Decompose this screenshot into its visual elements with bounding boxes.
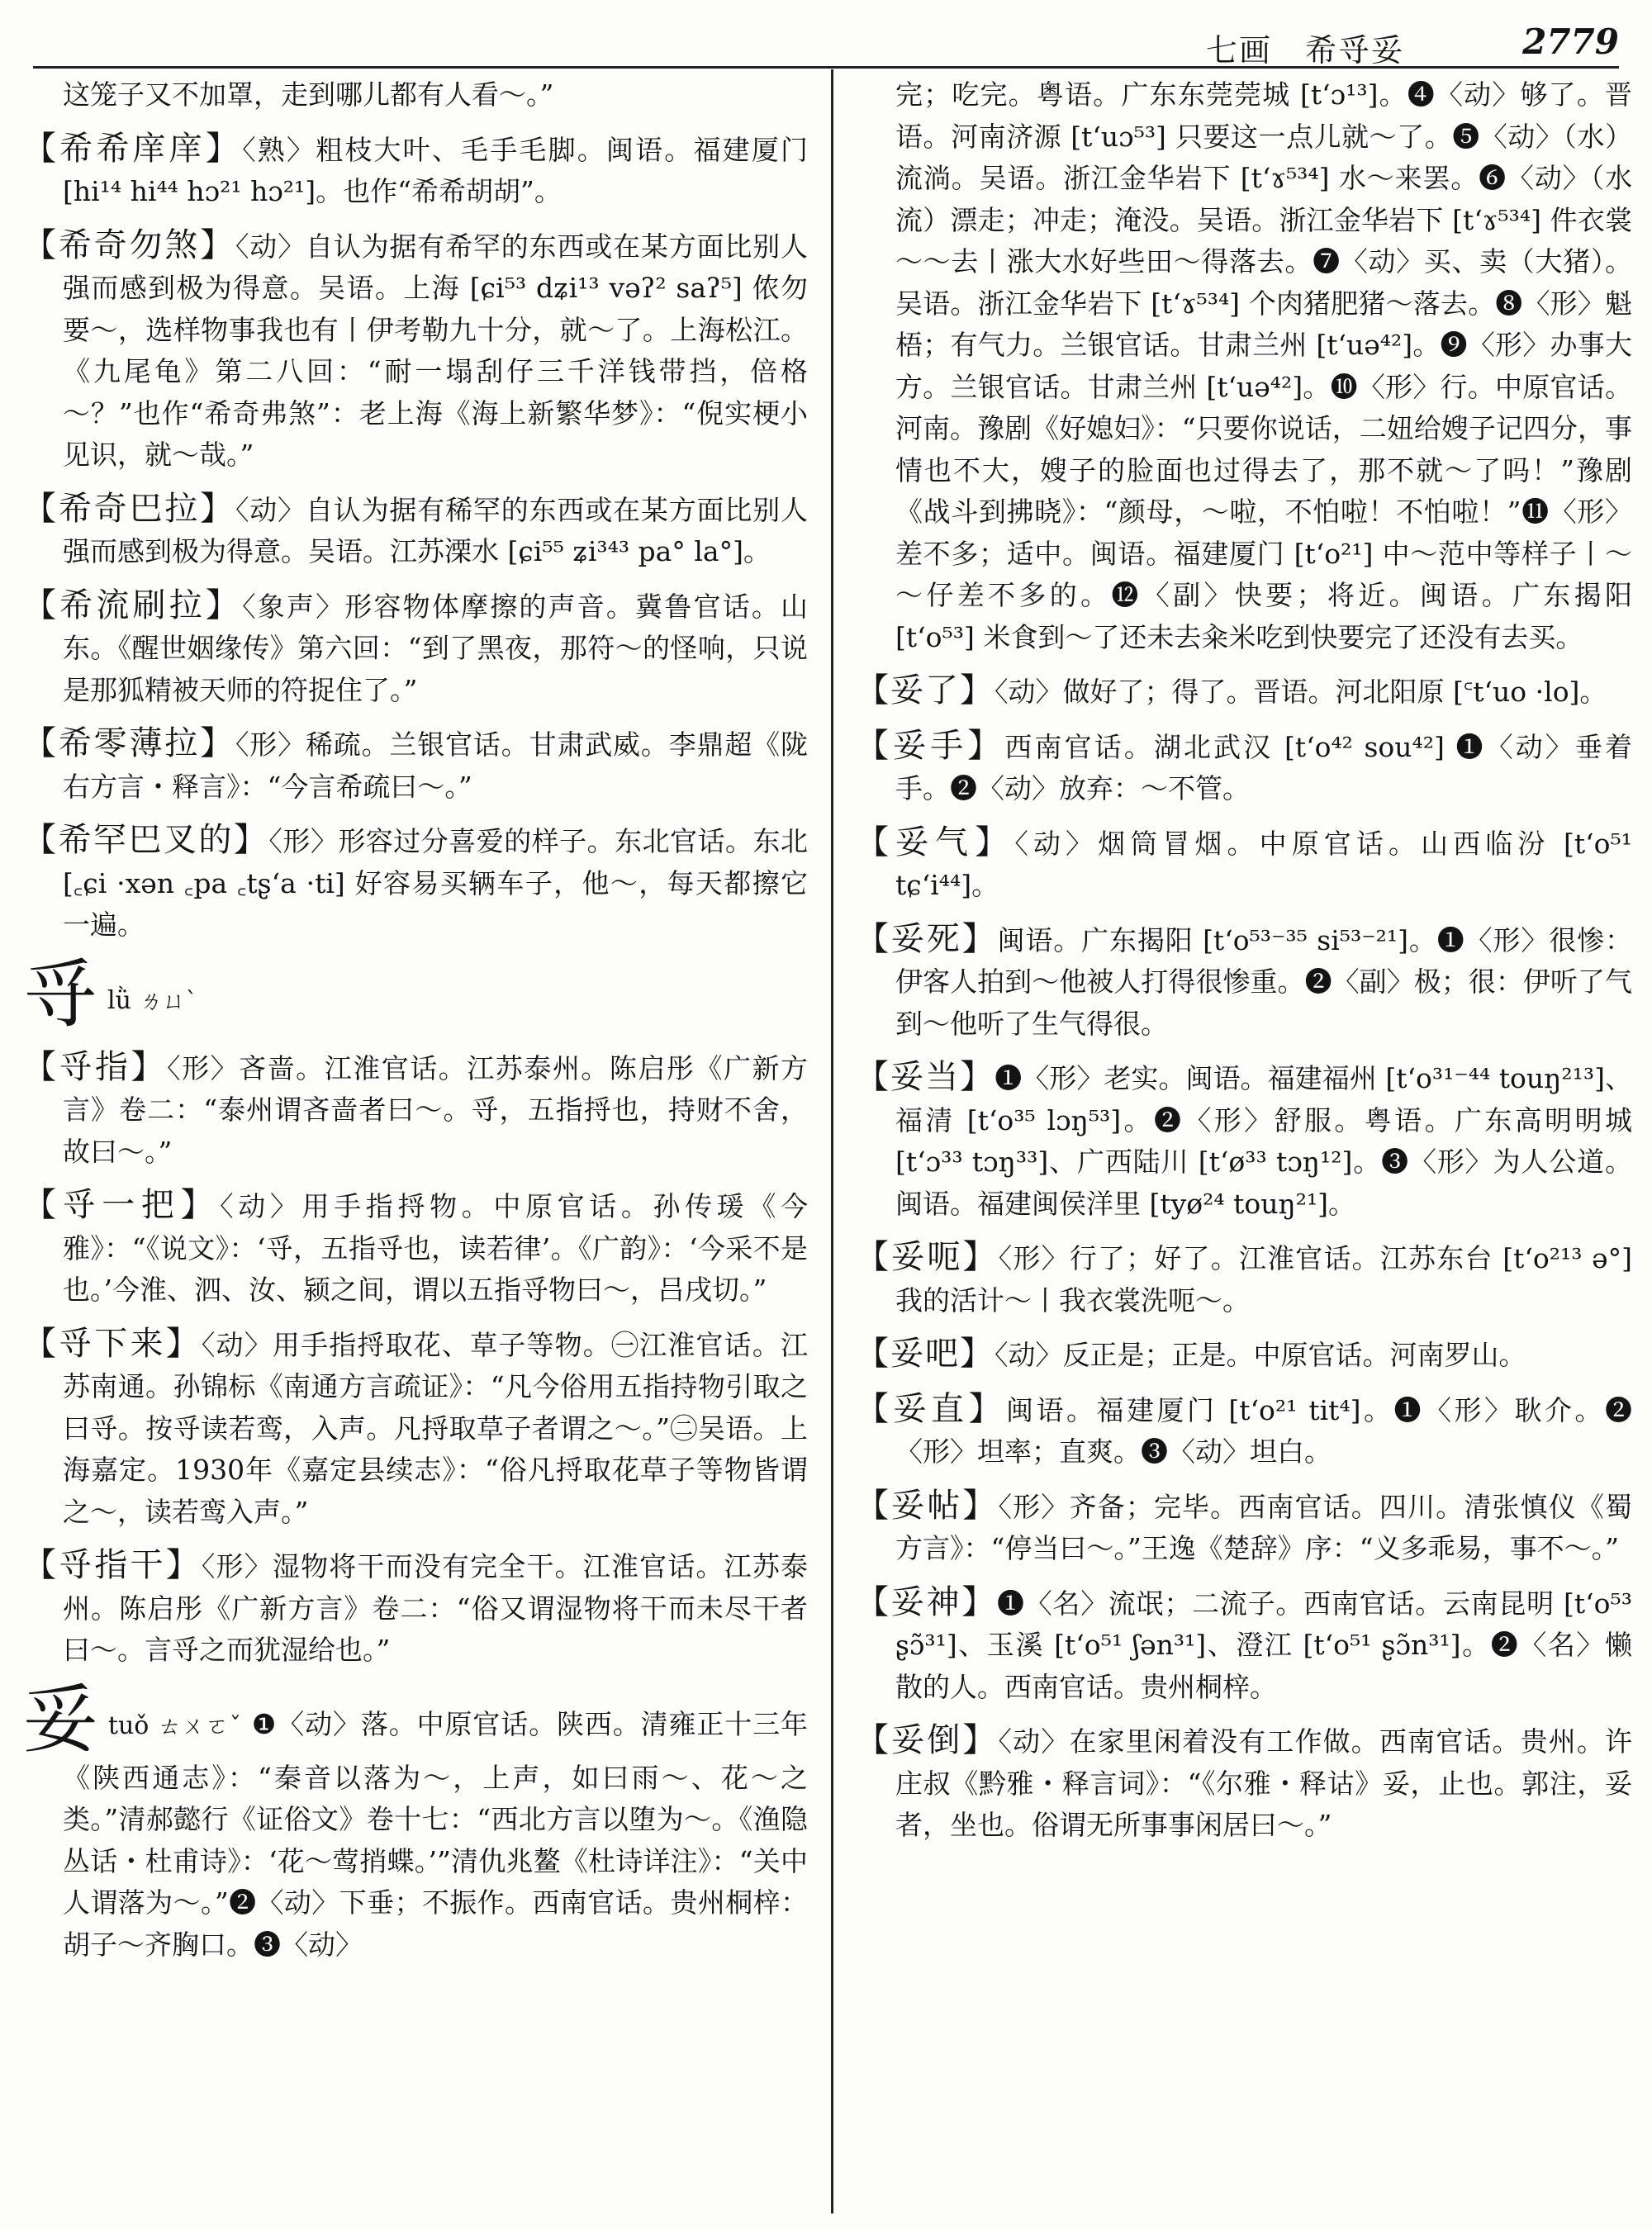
head-zhuyin: ㄌㄩˋ [139, 986, 197, 1014]
dictionary-entry [856, 1333, 1632, 1377]
entry-headword: 【寽指】 [23, 1047, 168, 1086]
entry-headword: 【妥气】 [856, 823, 1015, 861]
entry-definition: 〈形〉湿物将干而没有完全干。江淮官话。江苏泰州。陈启彤《广新方言》卷二：“俗又谓湿物将干而未尽干者曰～。言寽之而犹湿给也。” [63, 1550, 808, 1666]
dictionary-entry [856, 1388, 1632, 1473]
dictionary-entry [23, 128, 808, 213]
dictionary-entry [856, 1582, 1632, 1709]
entry-definition: 〈形〉行了；好了。江淮官话。江苏东台 [tʻo²¹³ ə°] 我的活计～丨我衣裳洗呃～。 [895, 1242, 1632, 1317]
dictionary-entry [23, 1046, 808, 1174]
continuation-text: 完；吃完。粤语。广东东莞莞城 [tʻɔ¹³]。❹〈动〉够了。晋语。河南济源 [tʻuɔ⁵³] 只要这一点儿就～了。❺〈动〉（水）流淌。吴语。浙江金华岩下 [tʻɤ⁵³⁴] 水～来罢。❻〈动〉（水流）漂走；冲走；淹没。吴语。浙江金华岩下 [tʻɤ⁵³⁴] 件衣裳～～去丨涨大水好些田～得落去。❼〈动〉买、卖（大猪）。吴语。浙江金华岩下 [tʻɤ⁵³⁴] 个肉猪肥猪～落去。❽〈形〉魁梧；有气力。兰银官话。甘肃兰州 [tʻuə⁴²]。❾〈形〉办事大方。兰银官话。甘肃兰州 [tʻuə⁴²]。❿〈形〉行。中原官话。河南。豫剧《好媳妇》：“只要你说话，二妞给嫂子记四分，事情也不大，嫂子的脸面也过得去了，那不就～了吗！”豫剧《战斗到拂晓》：“颜母，～啦，不怕啦！不怕啦！”⓫〈形〉差不多；适中。闽语。福建厦门 [tʻo²¹] 中～范中等样子丨～～仔差不多的。⓬〈副〉快要；将近。闽语。广东揭阳 [tʻo⁵³] 米食到～了还未去籴米吃到快要完了还没有去买。 [895, 78, 1632, 653]
entry-headword: 【希流刷拉】 [23, 586, 243, 624]
entry-headword: 【希奇勿煞】 [23, 225, 235, 264]
right-column [856, 74, 1632, 2210]
entry-definition: 〈动〉用手指捋物。中原官话。孙传瑗《今雅》：“《说文》：‘寽，五指寽也，读若律’。《广韵》：‘今采不是也。’今淮、泗、汝、颍之间，谓以五指寽物曰～，吕戌切。” [63, 1190, 808, 1306]
entry-headword: 【妥帖】 [856, 1486, 999, 1525]
head-pinyin: lǜ [107, 985, 131, 1015]
dictionary-entry [23, 1544, 808, 1672]
character-heading-entry [23, 1676, 808, 1967]
dictionary-entry [23, 723, 808, 808]
head-character: 寽 [23, 951, 97, 1038]
entry-definition: 〈形〉形容过分喜爱的样子。东北官话。东北 [꜀ɕi ·xən ꜀pa ꜀tʂʻa ·ti] 好容易买辆车子，他～，每天都擦它一遍。 [63, 825, 808, 941]
section-title: 七画 希寽妥 [1205, 32, 1404, 69]
head-pinyin: tuǒ [107, 1710, 150, 1740]
entry-definition: 〈动〉自认为据有希罕的东西或在某方面比别人强而感到极为得意。吴语。上海 [ɕi⁵³ dʑi¹³ vəʔ² saʔ⁵] 侬勿要～，选样物事我也有丨伊考勒九十分，就～了。上海松江。《九尾龟》第二八回：“耐一塌刮仔三千洋钱带挡，倍格～？”也作“希奇弗煞”：老上海《海上新繁华梦》：“倪实梗小见识，就～哉。” [63, 230, 808, 471]
entry-definition: 西南官话。湖北武汉 [tʻo⁴² sou⁴²] ❶〈动〉垂着手。❷〈动〉放弃：～不管。 [895, 730, 1632, 804]
dictionary-entry [23, 488, 808, 573]
entry-definition: 〈动〉烟筒冒烟。中原官话。山西临汾 [tʻo⁵¹ tɕʻi⁴⁴]。 [895, 827, 1632, 901]
entry-definition: 〈动〉在家里闲着没有工作做。西南官话。贵州。许庄叔《黔雅・释言词》：“《尔雅・释诂》妥，止也。郭注，妥者，坐也。俗谓无所事事闲居曰～。” [895, 1725, 1632, 1841]
entry-definition: 〈动〉反正是；正是。中原官话。河南罗山。 [995, 1339, 1526, 1371]
dictionary-entry [23, 225, 808, 477]
dictionary-entry [856, 822, 1632, 907]
dictionary-entry [23, 1323, 808, 1534]
entry-headword: 【寽下来】 [23, 1324, 202, 1363]
entry-headword: 【妥直】 [856, 1389, 1006, 1428]
head-zhuyin: ㄊㄨㄛˇ [157, 1711, 242, 1739]
dictionary-entry [856, 918, 1632, 1046]
dictionary-entry [856, 1720, 1632, 1847]
entry-headword: 【妥吧】 [856, 1335, 995, 1373]
entry-definition: 〈动〉做好了；得了。晋语。河北阳原 [꜂tʻuo ·lo]。 [995, 676, 1607, 708]
dictionary-entry [856, 725, 1632, 810]
character-heading [23, 951, 808, 1038]
entry-headword: 【希零薄拉】 [23, 724, 235, 762]
entry-headword: 【妥了】 [856, 671, 995, 709]
entry-headword: 【寽指干】 [23, 1546, 202, 1584]
entry-headword: 【希希庠庠】 [23, 129, 243, 168]
entry-headword: 【寽一把】 [23, 1186, 221, 1224]
dictionary-entry [23, 585, 808, 712]
entry-definition: 〈熟〉粗枝大叶、毛手毛脚。闽语。福建厦门 [hi¹⁴ hi⁴⁴ hɔ²¹ hɔ²¹]。也作“希希胡胡”。 [63, 133, 808, 207]
dictionary-entry [856, 1236, 1632, 1321]
left-column [23, 74, 808, 2210]
entry-headword: 【妥当】 [856, 1058, 995, 1096]
page-number: 2779 [1522, 21, 1619, 62]
page-header [33, 18, 1619, 69]
entry-headword: 【妥神】 [856, 1582, 997, 1621]
entry-definition: 〈形〉稀疏。兰银官话。甘肃武威。李鼎超《陇右方言・释言》：“今言希疏曰～。” [63, 728, 808, 803]
entry-definition: 〈动〉用手指捋取花、草子等物。㊀江淮官话。江苏南通。孙锦标《南通方言疏证》：“凡今俗用五指持物引取之曰寽。按寽读若鸾，入声。凡捋取草子者谓之～。”㊁吴语。上海嘉定。1930年《嘉定县续志》：“俗凡捋取花草子等物皆谓之～，读若鸾入声。” [63, 1328, 808, 1528]
dictionary-entry [23, 819, 808, 947]
entry-headword: 【希奇巴拉】 [23, 489, 235, 528]
entry-headword: 【妥倒】 [856, 1721, 999, 1759]
header-rule [33, 66, 1619, 69]
entry-definition: ❶〈动〉落。中原官话。陕西。清雍正十三年《陕西通志》：“秦音以落为～，上声，如曰雨～、花～之类。”清郝懿行《证俗文》卷十七：“西北方言以堕为～。《渔隐丛话・杜甫诗》：‘花～莺捎蝶。’”清仇兆鳌《杜诗详注》：“关中人谓落为～。”❷〈动〉下垂；不振作。西南官话。贵州桐梓：胡子～齐胸口。❸〈动〉 [63, 1707, 808, 1961]
entry-definition: 〈形〉吝啬。江淮官话。江苏泰州。陈启彤《广新方言》卷二：“泰州谓吝啬者曰～。寽，五指捋也，持财不舍，故曰～。” [63, 1051, 808, 1168]
entry-definition: 〈象声〉形容物体摩擦的声音。冀鲁官话。山东。《醒世姻缘传》第六回：“到了黑夜，那符～的怪响，只说是那狐精被天师的符捉住了。” [63, 590, 808, 706]
entry-definition: 〈动〉自认为据有稀罕的东西或在某方面比别人强而感到极为得意。吴语。江苏溧水 [ɕi⁵⁵ ʑi³⁴³ pa° la°]。 [63, 493, 808, 567]
entry-definition: ❶〈形〉老实。闽语。福建福州 [tʻo³¹⁻⁴⁴ touŋ²¹³]、福清 [tʻo³⁵ lɔŋ⁵³]。❷〈形〉舒服。粤语。广东高明明城 [tʻɔ³³ tɔŋ³³]、广西陆川 [tʻø³³ tɔŋ¹²]。❸〈形〉为人公道。闽语。福建闽侯洋里 [tyø²⁴ touŋ²¹]。 [895, 1062, 1632, 1220]
entry-definition: ❶〈名〉流氓；二流子。西南官话。云南昆明 [tʻo⁵³ ʂɔ̃³¹]、玉溪 [tʻo⁵¹ ʃən³¹]、澄江 [tʻo⁵¹ ʂɔ̃n³¹]。❷〈名〉懒散的人。西南官话。贵州桐梓。 [895, 1587, 1632, 1703]
entry-headword: 【妥死】 [856, 919, 998, 958]
entry-headword: 【妥呃】 [856, 1238, 999, 1276]
entry-definition: 〈形〉齐备；完毕。西南官话。四川。清张慎仪《蜀方言》：“停当曰～。”王逸《楚辞》序：“义多乖易，事不～。” [895, 1490, 1632, 1564]
dictionary-entry [856, 1485, 1632, 1570]
dictionary-entry [23, 1184, 808, 1312]
entry-definition: 闽语。广东揭阳 [tʻo⁵³⁻³⁵ si⁵³⁻²¹]。❶〈形〉很惨：伊客人拍到～他被人打得很惨重。❷〈副〉极；很：伊听了气到～他听了生气得很。 [895, 923, 1632, 1040]
entry-headword: 【妥手】 [856, 726, 1005, 765]
dictionary-entry [856, 1056, 1632, 1225]
dictionary-entry [856, 670, 1632, 714]
continuation-text: 这笼子又不加罩，走到哪儿都有人看～。” [63, 78, 554, 111]
column-divider [831, 69, 833, 2213]
entry-definition: 闽语。福建厦门 [tʻo²¹ tit⁴]。❶〈形〉耿介。❷〈形〉坦率；直爽。❸〈动〉坦白。 [895, 1393, 1632, 1468]
head-character: 妥 [23, 1676, 98, 1763]
entry-headword: 【希罕巴叉的】 [23, 821, 269, 859]
